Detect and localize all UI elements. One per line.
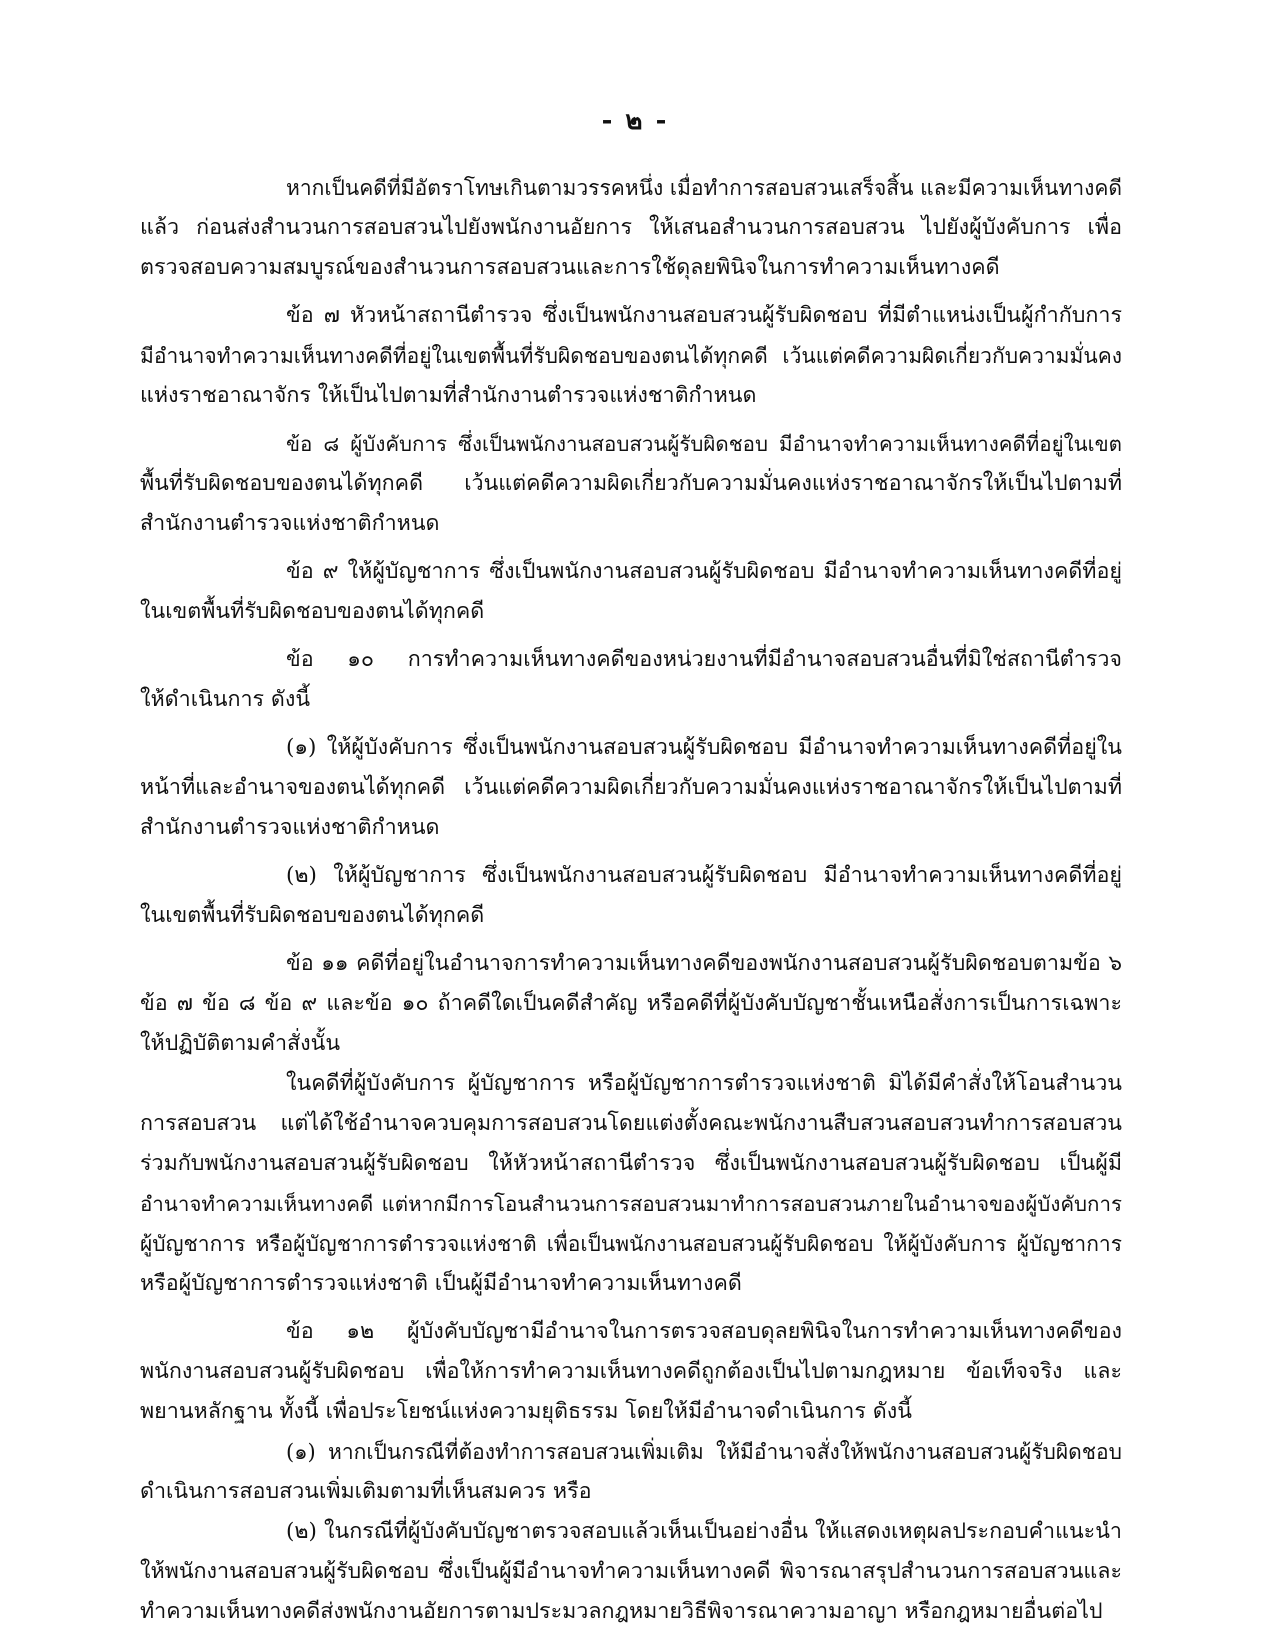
text-line: ดำเนินการสอบสวนเพิ่มเติมตามที่เห็นสมควร หรือ bbox=[140, 1479, 592, 1504]
clause-12-item-2 bbox=[140, 1512, 1122, 1632]
text-line: ให้ดำเนินการ ดังนี้ bbox=[140, 687, 311, 712]
clause-10-item-2 bbox=[140, 856, 1122, 936]
clause-9 bbox=[140, 552, 1122, 632]
text-line: พนักงานสอบสวนผู้รับผิดชอบ เพื่อให้การทำความเห็นทางคดีถูกต้องเป็นไปตามกฎหมาย ข้อเท็จจริง และ bbox=[140, 1359, 1122, 1384]
text-line: อำนาจทำความเห็นทางคดี แต่หากมีการโอนสำนวนการสอบสวนมาทำการสอบสวนภายในอำนาจของผู้บังคับการ bbox=[140, 1192, 1122, 1216]
text-line: ทำความเห็นทางคดีส่งพนักงานอัยการตามประมวลกฎหมายวิธีพิจารณาความอาญา หรือกฎหมายอื่นต่อไป bbox=[140, 1599, 1103, 1624]
text-line: ข้อ ๑๒ ผู้บังคับบัญชามีอำนาจในการตรวจสอบดุลยพินิจในการทำความเห็นทางคดีของ bbox=[286, 1319, 1122, 1344]
text-line: สำนักงานตำรวจแห่งชาติกำหนด bbox=[140, 511, 440, 536]
clause-10 bbox=[140, 640, 1122, 720]
clause-10-item-1 bbox=[140, 728, 1122, 848]
text-line: สำนักงานตำรวจแห่งชาติกำหนด bbox=[140, 815, 440, 840]
clause-11 bbox=[140, 944, 1122, 1064]
text-line: ข้อ ๙ ให้ผู้บัญชาการ ซึ่งเป็นพนักงานสอบสวนผู้รับผิดชอบ มีอำนาจทำความเห็นทางคดีที่อยู่ bbox=[286, 559, 1122, 584]
text-line: ตรวจสอบความสมบูรณ์ของสำนวนการสอบสวนและการใช้ดุลยพินิจในการทำความเห็นทางคดี bbox=[140, 255, 1000, 280]
text-line: ข้อ ๑๐ การทำความเห็นทางคดีของหน่วยงานที่มีอำนาจสอบสวนอื่นที่มิใช่สถานีตำรวจ bbox=[286, 647, 1122, 672]
text-line: แห่งราชอาณาจักร ให้เป็นไปตามที่สำนักงานตำรวจแห่งชาติกำหนด bbox=[140, 383, 757, 408]
text-line: พื้นที่รับผิดชอบของตนได้ทุกคดี เว้นแต่คดีความผิดเกี่ยวกับความมั่นคงแห่งราชอาณาจักรให้เป็นไปตามที่ bbox=[140, 471, 1122, 496]
text-line: ข้อ ๗ ข้อ ๘ ข้อ ๙ และข้อ ๑๐ ถ้าคดีใดเป็นคดีสำคัญ หรือคดีที่ผู้บังคับบัญชาชั้นเหนือสั่งการเป็นการเฉพาะ bbox=[140, 991, 1122, 1016]
text-line: (๒) ให้ผู้บัญชาการ ซึ่งเป็นพนักงานสอบสวนผู้รับผิดชอบ มีอำนาจทำความเห็นทางคดีที่อยู่ bbox=[286, 863, 1122, 888]
clause-12 bbox=[140, 1312, 1122, 1432]
text-line: ร่วมกับพนักงานสอบสวนผู้รับผิดชอบ ให้หัวหน้าสถานีตำรวจ ซึ่งเป็นพนักงานสอบสวนผู้รับผิดชอบ เป็นผู้มี bbox=[140, 1151, 1122, 1176]
clause-8 bbox=[140, 424, 1122, 544]
text-line: หรือผู้บัญชาการตำรวจแห่งชาติ เป็นผู้มีอำนาจทำความเห็นทางคดี bbox=[140, 1271, 742, 1296]
text-line: ในเขตพื้นที่รับผิดชอบของตนได้ทุกคดี bbox=[140, 903, 485, 928]
text-line: ข้อ ๘ ผู้บังคับการ ซึ่งเป็นพนักงานสอบสวนผู้รับผิดชอบ มีอำนาจทำความเห็นทางคดีที่อยู่ในเขต bbox=[286, 432, 1122, 456]
text-line: ผู้บัญชาการ หรือผู้บัญชาการตำรวจแห่งชาติ เพื่อเป็นพนักงานสอบสวนผู้รับผิดชอบ ให้ผู้บังคับการ ผู้บัญชาการ bbox=[140, 1232, 1122, 1256]
clause-12-item-1 bbox=[140, 1432, 1122, 1512]
text-line: ในคดีที่ผู้บังคับการ ผู้บัญชาการ หรือผู้บัญชาการตำรวจแห่งชาติ มิได้มีคำสั่งให้โอนสำนวน bbox=[286, 1071, 1122, 1096]
clause-11-paragraph-2 bbox=[140, 1064, 1122, 1304]
text-line: ให้พนักงานสอบสวนผู้รับผิดชอบ ซึ่งเป็นผู้มีอำนาจทำความเห็นทางคดี พิจารณาสรุปสำนวนการสอบสวนและ bbox=[140, 1559, 1122, 1584]
text-line: ในเขตพื้นที่รับผิดชอบของตนได้ทุกคดี bbox=[140, 599, 485, 624]
text-line: (๑) ให้ผู้บังคับการ ซึ่งเป็นพนักงานสอบสวนผู้รับผิดชอบ มีอำนาจทำความเห็นทางคดีที่อยู่ใน bbox=[286, 735, 1122, 760]
text-line: ข้อ ๗ หัวหน้าสถานีตำรวจ ซึ่งเป็นพนักงานสอบสวนผู้รับผิดชอบ ที่มีตำแหน่งเป็นผู้กำกับการ bbox=[286, 303, 1122, 328]
paragraph-continuation bbox=[140, 168, 1122, 288]
text-line: การสอบสวน แต่ได้ใช้อำนาจควบคุมการสอบสวนโดยแต่งตั้งคณะพนักงานสืบสวนสอบสวนทำการสอบสวน bbox=[140, 1111, 1122, 1136]
clause-7 bbox=[140, 296, 1122, 416]
text-line: (๒) ในกรณีที่ผู้บังคับบัญชาตรวจสอบแล้วเห็นเป็นอย่างอื่น ให้แสดงเหตุผลประกอบคำแนะนำ bbox=[286, 1519, 1122, 1544]
text-line: มีอำนาจทำความเห็นทางคดีที่อยู่ในเขตพื้นที่รับผิดชอบของตนได้ทุกคดี เว้นแต่คดีความผิดเกี่ยวกับความมั่นคง bbox=[140, 344, 1122, 368]
page-number: - ๒ - bbox=[601, 106, 669, 136]
text-line: หน้าที่และอำนาจของตนได้ทุกคดี เว้นแต่คดีความผิดเกี่ยวกับความมั่นคงแห่งราชอาณาจักรให้เป็นไปตามที่ bbox=[140, 775, 1122, 800]
text-line: (๑) หากเป็นกรณีที่ต้องทำการสอบสวนเพิ่มเติม ให้มีอำนาจสั่งให้พนักงานสอบสวนผู้รับผิดชอบ bbox=[286, 1440, 1122, 1464]
text-line: แล้ว ก่อนส่งสำนวนการสอบสวนไปยังพนักงานอัยการ ให้เสนอสำนวนการสอบสวน ไปยังผู้บังคับการ เพื่อ bbox=[140, 215, 1122, 240]
text-line: พยานหลักฐาน ทั้งนี้ เพื่อประโยชน์แห่งความยุติธรรม โดยให้มีอำนาจดำเนินการ ดังนี้ bbox=[140, 1399, 912, 1424]
text-line: ข้อ ๑๑ คดีที่อยู่ในอำนาจการทำความเห็นทางคดีของพนักงานสอบสวนผู้รับผิดชอบตามข้อ ๖ bbox=[286, 951, 1122, 976]
document-body bbox=[140, 168, 1122, 1632]
text-line: หากเป็นคดีที่มีอัตราโทษเกินตามวรรคหนึ่ง เมื่อทำการสอบสวนเสร็จสิ้น และมีความเห็นทางคดี bbox=[286, 176, 1122, 200]
text-line: ให้ปฏิบัติตามคำสั่งนั้น bbox=[140, 1031, 341, 1056]
